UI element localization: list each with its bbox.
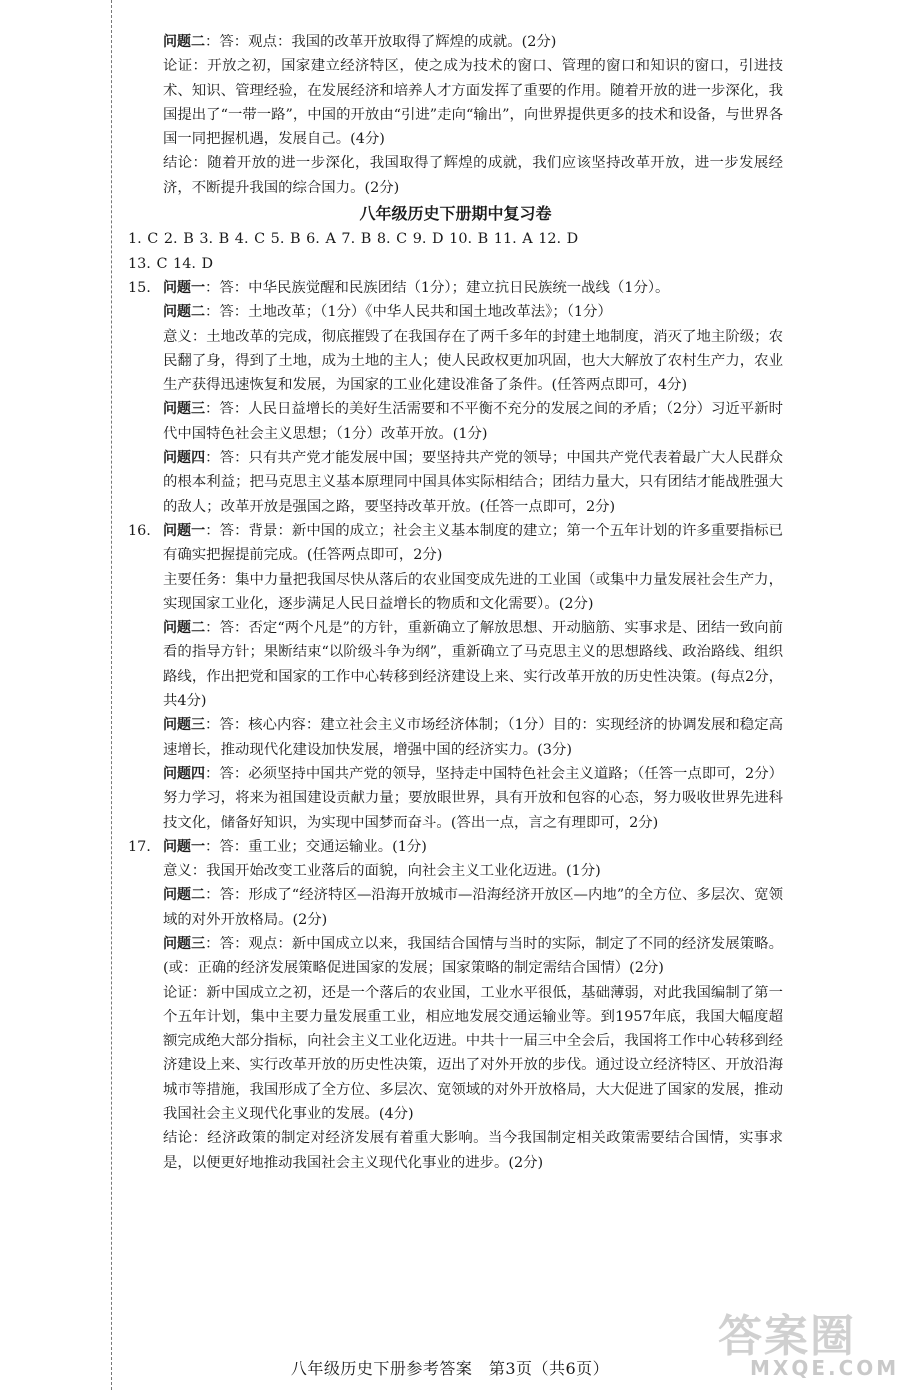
question-label: 问题三 xyxy=(163,717,206,734)
answer-text: ：答：中华民族觉醒和民族团结（1分）；建立抗日民族统一战线（1分）。 xyxy=(205,279,670,296)
q17-part3-argument: 论证：新中国成立之初，还是一个落后的农业国，工业水平很低，基础薄弱，对此我国编制了第一个五年计划，集中主要力量发展重工业，相应地发展交通运输业等。到1957年底，我国大幅度超额完成绝大部分指标，向社会主义工业化迈进。中共十一届三中全会后，我国将工作中心转移到经济建设上来、实行改革开放的历史性决策，迈出了对外开放的步伐。通过设立经济特区、开放沿海城市等措施，我国形成了全方位、多层次、宽领域的对外开放格局，大大促进了国家的发展，推动我国社会主义现代化事业的发展。(4分) xyxy=(163,984,783,1123)
intro-q2 xyxy=(128,30,783,54)
question-label: 问题二 xyxy=(163,304,205,321)
question-number: 17. xyxy=(128,838,151,855)
answer-text: ：答：必须坚持中国共产党的领导，坚持走中国特色社会主义道路；（任答一点即可，2分）努力学习，将来为祖国建设贡献力量；要放眼世界，具有开放和包容的心态，努力吸收世界先进科技文化，储备好知识，为实现中国梦而奋斗。(答出一点，言之有理即可，2分) xyxy=(163,765,783,831)
q15-part2-meaning: 意义：土地改革的完成，彻底摧毁了在我国存在了两千多年的封建土地制度，消灭了地主阶级；农民翻了身，得到了土地，成为土地的主人；使人民政权更加巩固，也大大解放了农村生产力，农业生产获得迅速恢复和发展，为国家的工业化建设准备了条件。(任答两点即可，4分) xyxy=(163,328,783,394)
question-number: 15. xyxy=(128,279,151,296)
q16-part1-task: 主要任务：集中力量把我国尽快从落后的农业国变成先进的工业国（或集中力量发展社会生产力，实现国家工业化，逐步满足人民日益增长的物质和文化需要）。(2分) xyxy=(163,571,783,612)
answer-text: ：答：重工业；交通运输业。(1分) xyxy=(205,838,427,855)
question-label: 问题一 xyxy=(163,279,205,296)
q15-part1 xyxy=(128,276,783,300)
binding-margin-line xyxy=(111,0,112,1390)
question-label: 问题三 xyxy=(163,401,206,418)
answer-text: ：答：只有共产党才能发展中国；要坚持共产党的领导；中国共产党代表着最广大人民群众的根本利益；把马克思主义基本原理同中国具体实际相结合；团结力量大，只有团结才能战胜强大的敌人；改革开放是强国之路，要坚持改革开放。(任答一点即可，2分) xyxy=(163,450,783,515)
q16-part1 xyxy=(128,519,783,568)
question-label: 问题四 xyxy=(163,450,206,467)
choice-answers-line-1: 1. C 2. B 3. B 4. C 5. B 6. A 7. B 8. C 9. D 10. B 11. A 12. D xyxy=(128,231,579,248)
answer-text: ：答：人民日益增长的美好生活需要和不平衡不充分的发展之间的矛盾；（2分）习近平新时代中国特色社会主义思想；（1分）改革开放。(1分) xyxy=(163,401,783,442)
q16-part3 xyxy=(128,713,783,762)
q16-part2 xyxy=(128,616,783,713)
answer-text: ：答：观点：新中国成立以来，我国结合国情与当时的实际，制定了不同的经济发展策略。(或：正确的经济发展策略促进国家的发展；国家策略的制定需结合国情）(2分) xyxy=(163,935,783,977)
q15-part2 xyxy=(128,300,783,324)
question-label: 问题二 xyxy=(163,887,206,904)
question-label: 问题二 xyxy=(163,34,205,50)
question-number: 16. xyxy=(128,522,151,539)
question-label: 问题三 xyxy=(163,935,206,952)
answer-text: ：答：核心内容：建立社会主义市场经济体制；（1分）目的：实现经济的协调发展和稳定高速增长，推动现代化建设加快发展，增强中国的经济实力。(3分) xyxy=(163,717,783,758)
section-title: 八年级历史下册期中复习卷 xyxy=(359,204,552,224)
q17-part3-conclusion: 结论：经济政策的制定对经济发展有着重大影响。当今我国制定相关政策需要结合国情，实事求是，以便更好地推动我国社会主义现代化事业的进步。(2分) xyxy=(163,1130,783,1171)
choice-answers-line-2: 13. C 14. D xyxy=(128,255,214,272)
page-content xyxy=(128,30,783,1175)
q17-part1 xyxy=(128,835,783,859)
page-footer: 八年级历史下册参考答案 第3页（共6页） xyxy=(290,1359,610,1378)
q15-part3 xyxy=(128,397,783,446)
q17-part1-meaning: 意义：我国开始改变工业落后的面貌，向社会主义工业化迈进。(1分) xyxy=(163,863,601,880)
intro-argument: 论证：开放之初，国家建立经济特区，使之成为技术的窗口、管理的窗口和知识的窗口，引进技术、知识、管理经验，在发展经济和培养人才方面发挥了重要的作用。随着开放的进一步深化，我国提出了“一带一路”，中国的开放由“引进”走向“输出”，向世界提供更多的技术和设备，与世界各国一同把握机遇，发展自己。(4分) xyxy=(163,58,783,148)
question-label: 问题二 xyxy=(163,620,206,637)
answer-text: ：答：形成了“经济特区—沿海开放城市—沿海经济开放区—内地”的全方位、多层次、宽领域的对外开放格局。(2分) xyxy=(163,887,784,928)
q17-part3 xyxy=(128,932,783,981)
q16-part4 xyxy=(128,762,783,835)
q15-part4 xyxy=(128,446,783,519)
question-label: 问题一 xyxy=(163,838,205,855)
question-label: 问题四 xyxy=(163,765,206,782)
answer-text: ：答：否定“两个凡是”的方针，重新确立了解放思想、开动脑筋、实事求是、团结一致向前看的指导方针；果断结束“以阶级斗争为纲”，重新确立了马克思主义的思想路线、政治路线、组织路线，作出把党和国家的工作中心转移到经济建设上来、实行改革开放的历史性决策。(每点2分，共4分) xyxy=(163,620,784,710)
answer-text: ：答：土地改革；（1分）《中华人民共和国土地改革法》；（1分） xyxy=(205,304,612,321)
question-label: 问题一 xyxy=(163,522,206,539)
watermark-site-text: MXQE.COM xyxy=(750,1356,900,1380)
intro-conclusion: 结论：随着开放的进一步深化，我国取得了辉煌的成就，我们应该坚持改革开放，进一步发展经济，不断提升我国的综合国力。(2分) xyxy=(163,155,783,196)
answer-text: ：答：背景：新中国的成立；社会主义基本制度的建立；第一个五年计划的许多重要指标已有确实把握提前完成。(任答两点即可，2分) xyxy=(163,522,784,564)
q17-part2 xyxy=(128,883,783,932)
watermark-logo-text: 答案圈 xyxy=(718,1311,856,1362)
answer-text: ：答：观点：我国的改革开放取得了辉煌的成就。(2分) xyxy=(205,34,557,50)
